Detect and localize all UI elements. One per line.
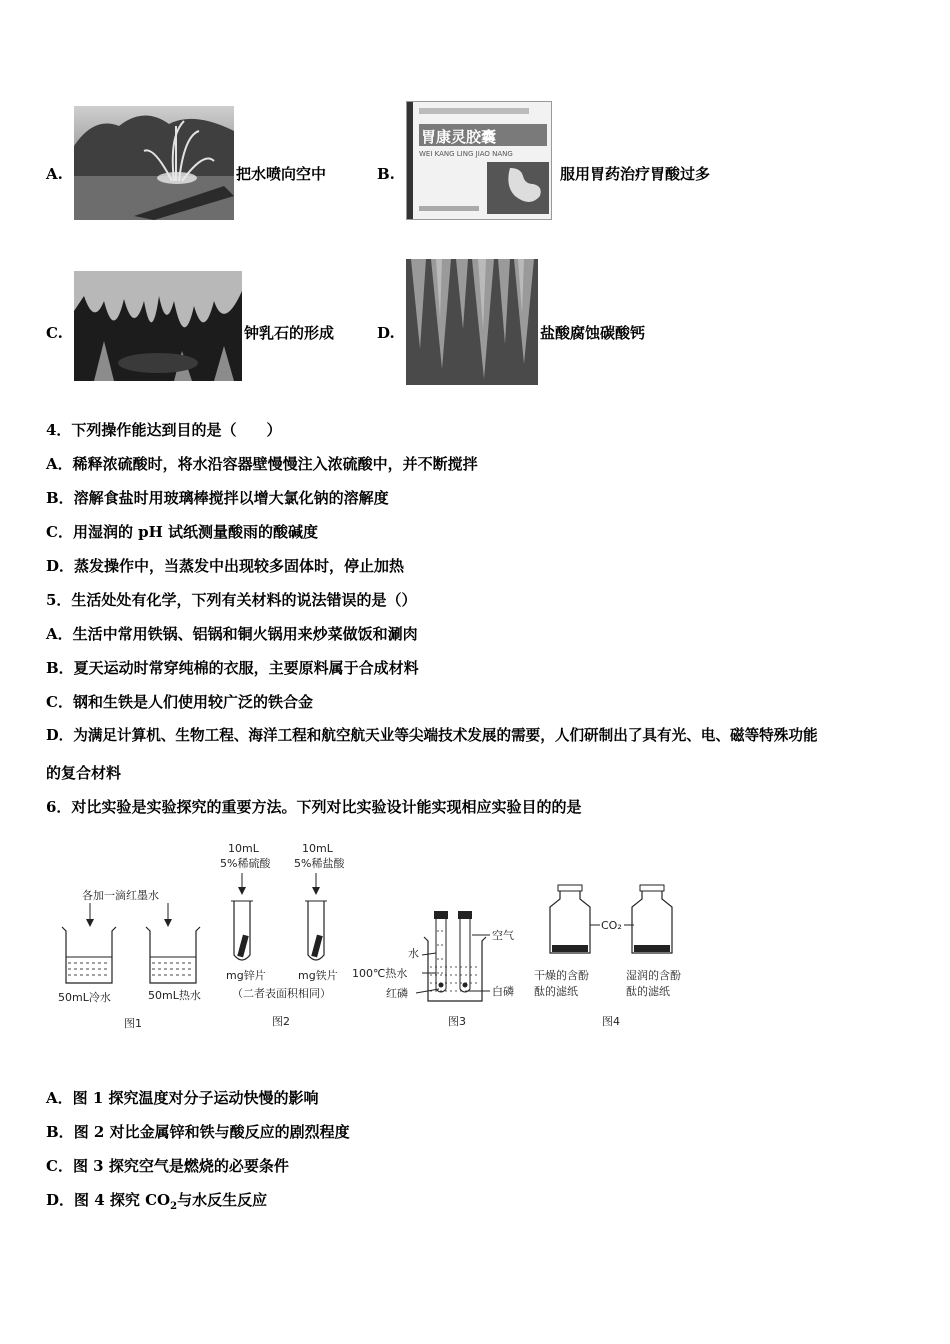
fig2-left-test-tube [231,901,253,960]
q3-option-d-letter: D. [377,324,395,342]
q4-option-c: C．用湿润的 pH 试纸测量酸雨的酸碱度 [46,523,319,541]
fig3-left-tube [434,911,448,992]
q4-option-d: D．蒸发操作中，当蒸发中出现较多固体时，停止加热 [46,557,405,575]
q3-option-b-text: 服用胃药治疗胃酸过多 [560,165,711,183]
fig3-water-label: 水 [408,947,419,960]
q6-stem: 6．对比实验是实验探究的重要方法。下列对比实验设计能实现相应实验目的的是 [46,798,582,816]
fig3-air-label: 空气 [492,929,514,942]
fig2-left-reagent-2: 5%稀硫酸 [220,857,271,870]
fig2-note: （二者表面积相同） [232,987,331,1000]
q6-option-b: B．图 2 对比金属锌和铁与酸反应的剧烈程度 [46,1123,350,1141]
fig3-right-tube [458,911,472,992]
q3-option-c-letter: C. [46,324,63,342]
fig3-hot-water-label: 100℃热水 [352,967,408,980]
fig1-caption: 图1 [124,1017,142,1030]
fig2-right-metal: mg铁片 [298,969,338,982]
q4-option-a: A．稀释浓硫酸时，将水沿容器壁慢慢注入浓硫酸中，并不断搅拌 [46,455,478,473]
fig1-hot-label: 50mL热水 [148,989,201,1002]
fig3-red-p-label: 红磷 [386,987,408,1000]
medicine-box-photo [406,101,552,220]
fig4-left-bottle [550,885,590,953]
q5-stem: 5．生活处处有化学，下列有关材料的说法错误的是（） [46,591,417,609]
fountain-photo [74,106,234,220]
q3-option-b-letter: B. [377,165,395,183]
fig4-left-label-1: 干燥的含酚 [534,969,589,982]
fig2-right-test-tube [305,901,327,960]
q4-option-b: B．溶解食盐时用玻璃棒搅拌以增大氯化钠的溶解度 [46,489,389,507]
q6-option-d: D．图 4 探究 $CO_2$与水反生反应 [46,1191,268,1212]
stalactite-cave-photo [74,271,242,381]
q5-option-d-continued: 的复合材料 [46,764,122,782]
q5-option-a: A．生活中常用铁锅、铝锅和铜火锅用来炒菜做饭和涮肉 [46,625,418,643]
q6-option-c: C．图 3 探究空气是燃烧的必要条件 [46,1157,289,1175]
fig1-cold-label: 50mL冷水 [58,991,111,1004]
stalactite-closeup-photo [406,259,538,385]
fig4-caption: 图4 [602,1015,620,1028]
fig3-white-p-label: 白磷 [492,985,514,998]
q4-stem: 4．下列操作能达到目的是（ ） [46,421,282,439]
fig4-right-bottle [632,885,672,953]
medicine-box-brand: 胃康灵胶囊 [421,128,497,146]
fig2-right-reagent-2: 5%稀盐酸 [294,857,345,870]
q5-option-d: D．为满足计算机、生物工程、海洋工程和航空航天业等尖端技术发展的需要，人们研制出了具有光、电、磁等特殊功能 [46,727,818,744]
fig4-gas-label: CO₂ [601,919,622,932]
fig1-cold-beaker [62,927,116,983]
q5-option-c: C．钢和生铁是人们使用较广泛的铁合金 [46,693,313,711]
q3-option-a-letter: A. [46,165,63,183]
q3-option-c-text: 钟乳石的形成 [244,324,335,342]
fig2-left-metal: mg锌片 [226,969,266,982]
q3-option-d-text: 盐酸腐蚀碳酸钙 [540,324,646,342]
medicine-box-pinyin: WEI KANG LING JIAO NANG [419,150,513,158]
fig2-caption: 图2 [272,1015,290,1028]
fig4-left-label-2: 酞的滤纸 [534,985,578,998]
q6-experiment-figure [50,835,710,1035]
fig1-top-label: 各加一滴红墨水 [82,889,159,902]
fig4-right-label-2: 酞的滤纸 [626,985,670,998]
fig3-caption: 图3 [448,1015,466,1028]
q3-option-a-text: 把水喷向空中 [236,165,327,183]
fig1-hot-beaker [146,927,200,983]
fig4-right-label-1: 湿润的含酚 [626,969,681,982]
fig2-left-reagent-1: 10mL [228,842,259,855]
fig2-right-reagent-1: 10mL [302,842,333,855]
q5-option-b: B．夏天运动时常穿纯棉的衣服，主要原料属于合成材料 [46,659,419,677]
q6-option-a: A．图 1 探究温度对分子运动快慢的影响 [46,1089,319,1107]
